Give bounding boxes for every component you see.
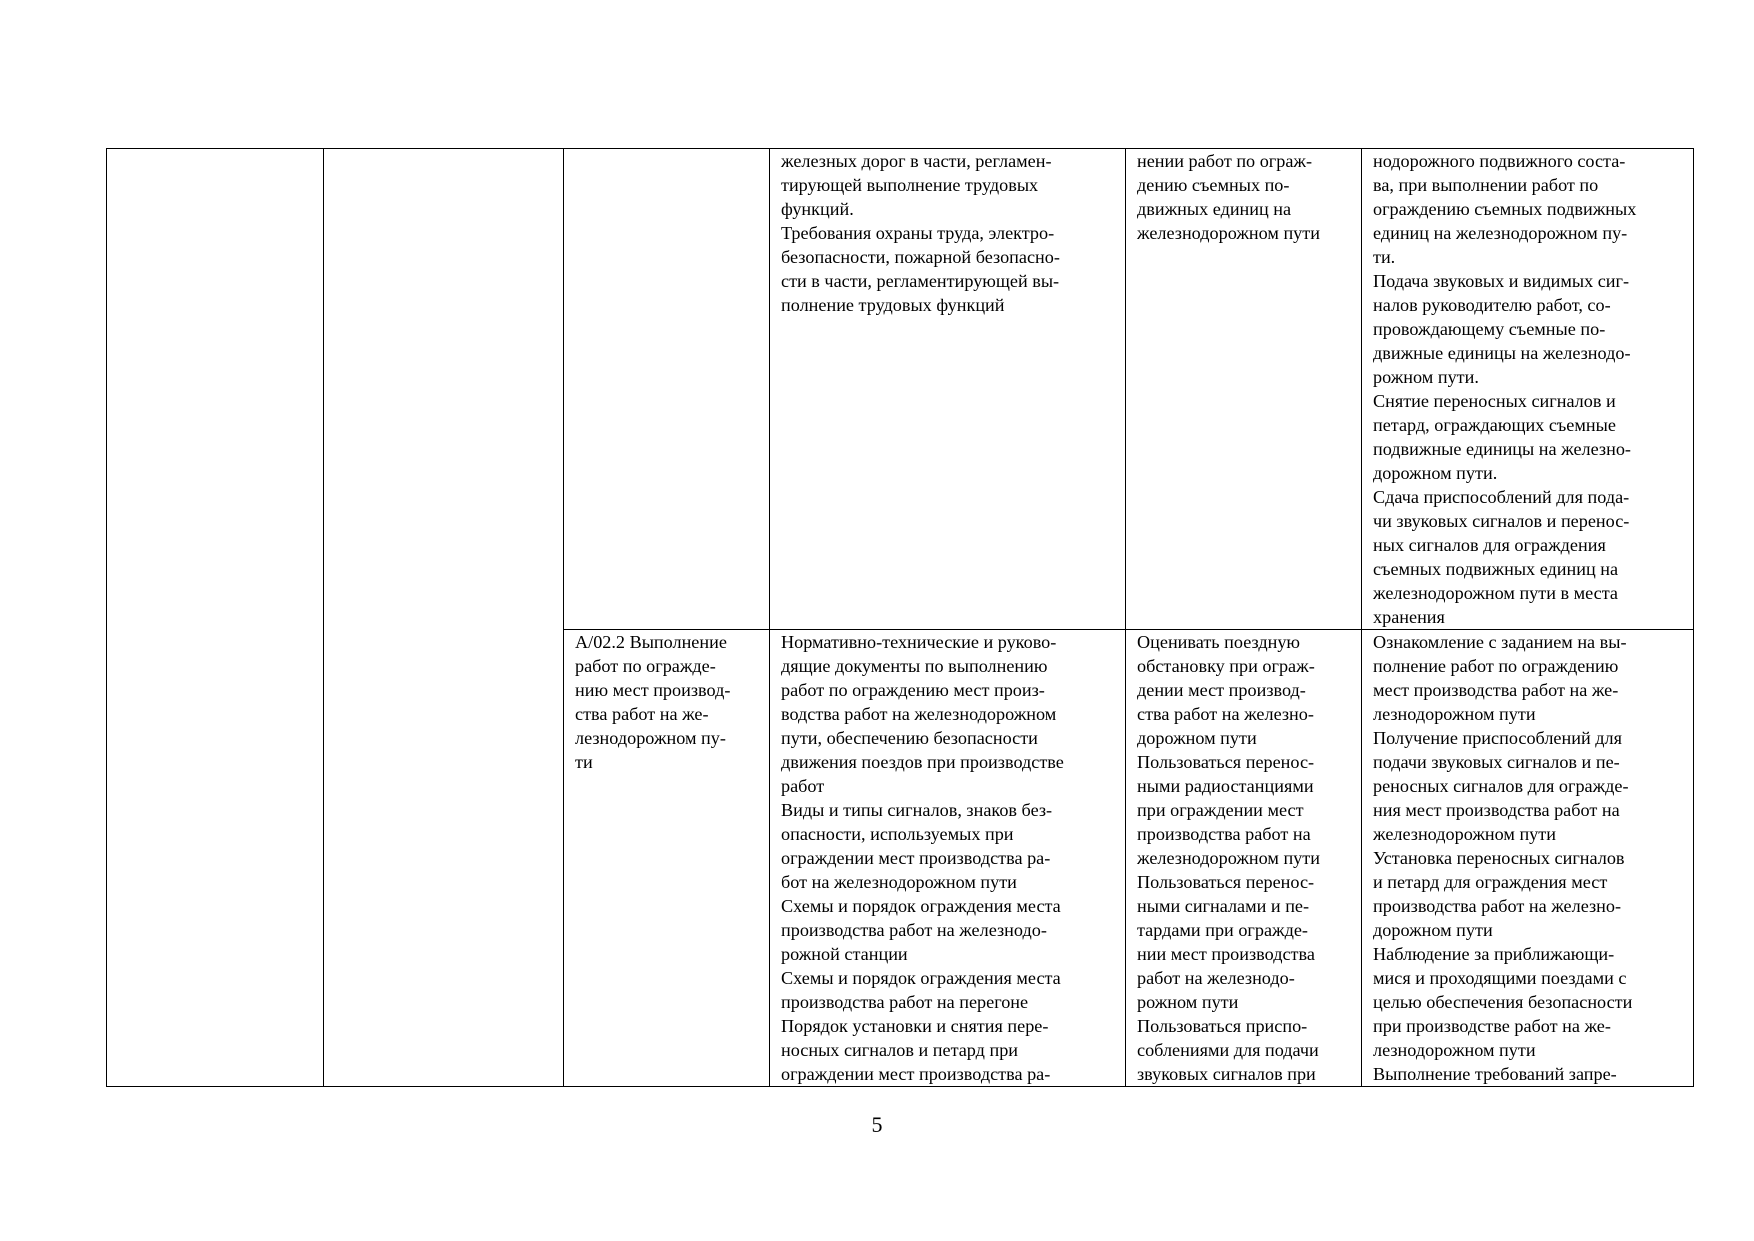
cell-function-code (564, 149, 770, 630)
table-row (107, 149, 1694, 630)
knowledge-text: Нормативно-технические и руково- дящие документы по выполнению работ по ограждению мест произ- водства работ на железнодорожном пути, обеспечению безопасности движения поездов при производстве работ Виды и типы сигналов, знаков без- опасности, используемых при ограждении мест производства ра- бот на железнодорожном пути Схемы и порядок ограждения места производства работ на железнодо- рожной станции Схемы и порядок ограждения места производства работ на перегоне Порядок установки и снятия пере- носных сигналов и петард при ограждении мест производства ра- (781, 632, 1064, 1084)
cell-skills (1126, 149, 1362, 630)
page-number: 5 (871, 1112, 883, 1137)
competency-table (106, 148, 1694, 1087)
cell-knowledge (770, 630, 1126, 1087)
cell-generalized-function (107, 149, 324, 1087)
actions-text: нодорожного подвижного соста- ва, при выполнении работ по ограждению съемных подвижных единиц на железнодорожном пу- ти. Подача звуковых и видимых сиг- налов руководителю работ, со- провождающему съемные по- движные единицы на железнодо- рожном пути. Снятие переносных сигналов и петард, ограждающих съемные подвижные единицы на железно- дорожном пути. Сдача приспособлений для пода- чи звуковых сигналов и перенос- ных сигналов для ограждения съемных подвижных единиц на железнодорожном пути в места хранения (1373, 151, 1637, 627)
cell-skills (1126, 630, 1362, 1087)
cell-actions (1362, 149, 1694, 630)
skills-text: нении работ по ограж- дению съемных по- движных единиц на железнодорожном пути (1137, 151, 1320, 243)
function-text: А/02.2 Выполнение работ по огражде- нию мест производ- ства работ на же- лезнодорожном пу- ти (575, 632, 731, 772)
cell-actions (1362, 630, 1694, 1087)
cell-qualification (324, 149, 564, 1087)
cell-function-code (564, 630, 770, 1087)
knowledge-text: железных дорог в части, регламен- тирующей выполнение трудовых функций. Требования охраны труда, электро- безопасности, пожарной безопасно- сти в части, регламентирующей вы- полнение трудовых функций (781, 151, 1060, 315)
actions-text: Ознакомление с заданием на вы- полнение работ по ограждению мест производства работ на же- лезнодорожном пути Получение приспособлений для подачи звуковых сигналов и пе- реносных сигналов для огражде- ния мест производства работ на железнодорожном пути Установка переносных сигналов и петард для ограждения мест производства работ на железно- дорожном пути Наблюдение за приближающи- мися и проходящими поездами с целью обеспечения безопасности при производстве работ на же- лезнодорожном пути Выполнение требований запре- (1373, 632, 1633, 1084)
cell-knowledge (770, 149, 1126, 630)
skills-text: Оценивать поездную обстановку при ограж- дении мест производ- ства работ на железно- дорожном пути Пользоваться перенос- ными радиостанциями при ограждении мест производства работ на железнодорожном пути Пользоваться перенос- ными сигналами и пе- тардами при огражде- нии мест производства работ на железнодо- рожном пути Пользоваться приспо- соблениями для подачи звуковых сигналов при (1137, 632, 1320, 1084)
